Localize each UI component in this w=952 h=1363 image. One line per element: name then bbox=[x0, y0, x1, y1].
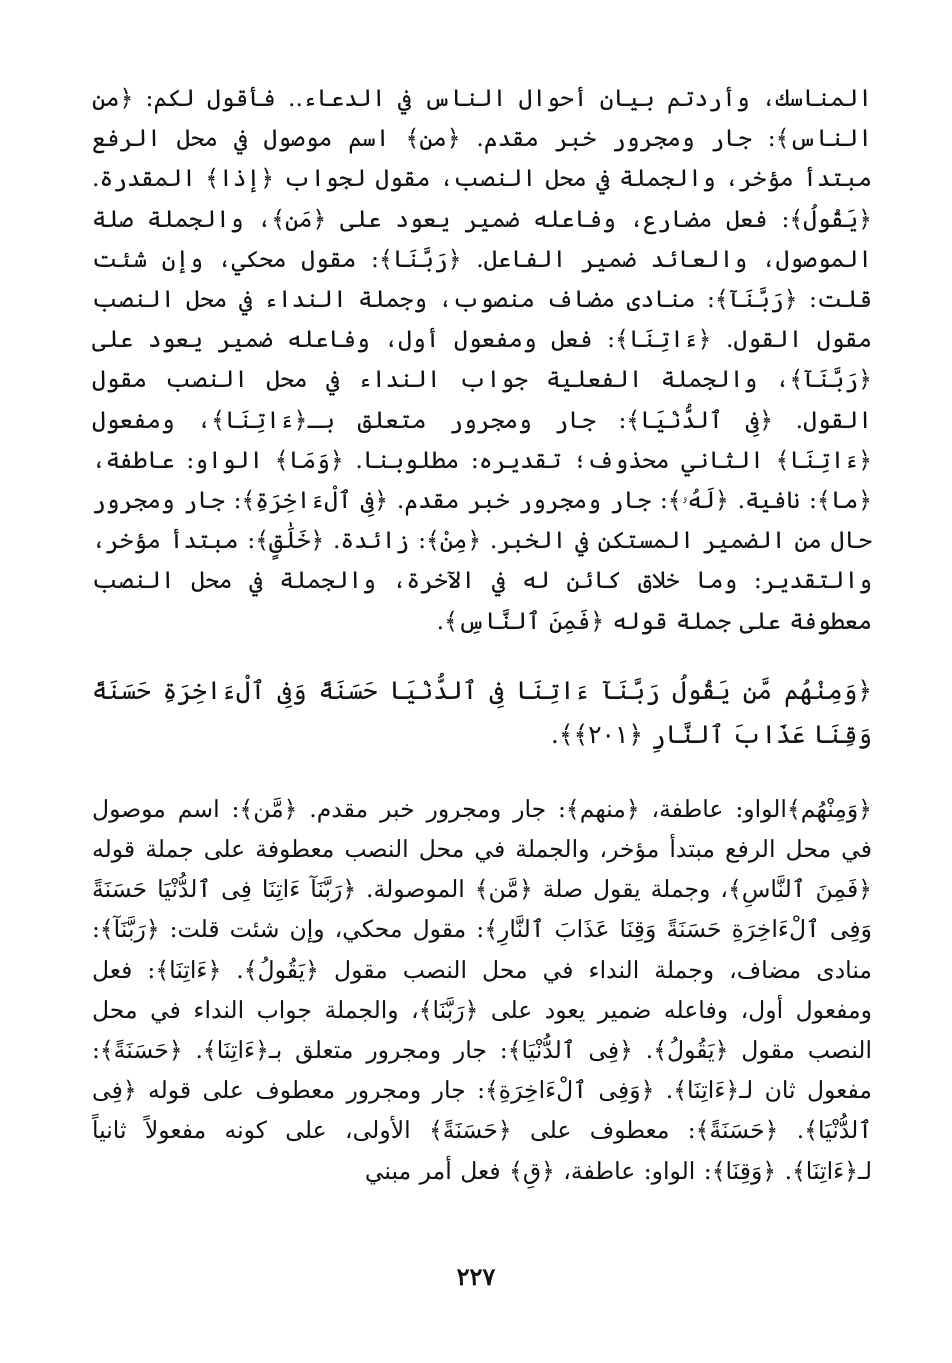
paragraph-1: المناسك، وأردتم بيان أحوال الناس في الدعاء.. فأقول لكم: ﴿من الناس﴾: جار ومجرور خبر مقدم. ﴿من﴾ اسم موصول في محل الرفع مبتدأ مؤخر، والجملة في محل النصب، مقول لجواب ﴿إذا﴾ المقدرة. ﴿يَقُولُ﴾: فعل مضارع، وفاعله ضمير يعود على ﴿مَن﴾، والجملة صلة الموصول، والعائد ضمير الفاعل. ﴿رَبَّنَا﴾: مقول محكي، وإن شئت قلت: ﴿رَبَّنَآ﴾: منادى مضاف منصوب، وجملة النداء في محل النصب مقول القول. ﴿ءَاتِنَا﴾: فعل ومفعول أول، وفاعله ضمير يعود على ﴿رَبَّنَآ﴾، والجملة الفعلية جواب النداء في محل النصب مقول القول. ﴿فِى ٱلدُّنْيَا﴾: جار ومجرور متعلق بـ﴿ءَاتِنَا﴾، ومفعول ﴿ءَاتِنَا﴾ الثاني محذوف؛ تقديره: مطلوبنا. ﴿وَمَا﴾ الواو: عاطفة، ﴿ما﴾: نافية. ﴿لَهُۥ﴾: جار ومجرور خبر مقدم. ﴿فِى ٱلْءَاخِرَةِ﴾: جار ومجرور حال من الضمير المستكن في الخبر. ﴿مِنْ﴾: زائدة. ﴿خَلَٰقٍ﴾: مبتدأ مؤخر، والتقدير: وما خلاق كائن له في الآخرة، والجملة في محل النصب معطوفة على جملة قوله ﴿فَمِنَ ٱلنَّاسِ﴾. bbox=[92, 84, 872, 635]
paragraph-2: ﴿وَمِنْهُم﴾الواو: عاطفة، ﴿منهم﴾: جار ومجرور خبر مقدم. ﴿مَّن﴾: اسم موصول في محل الرفع مبتدأ مؤخر، والجملة في محل النصب معطوفة على جملة قوله ﴿فَمِنَ ٱلنَّاسِ﴾، وجملة يقول صلة ﴿مَّن﴾ الموصولة. ﴿رَبَّنَآ ءَاتِنَا فِى ٱلدُّنْيَا حَسَنَةً وَفِى ٱلْءَاخِرَةِ حَسَنَةً وَقِنَا عَذَابَ ٱلنَّارِ﴾: مقول محكي، وإن شئت قلت: ﴿رَبَّنَآ﴾: منادى مضاف، وجملة النداء في محل النصب مقول ﴿يَقُولُ﴾. ﴿ءَاتِنَا﴾: فعل ومفعول أول، وفاعله ضمير يعود على ﴿رَبَّنَا﴾، والجملة جواب النداء في محل النصب مقول ﴿يَقُولُ﴾. ﴿فِى ٱلدُّنْيَا﴾: جار ومجرور متعلق بـ﴿ءَاتِنَا﴾. ﴿حَسَنَةً﴾: مفعول ثان لـ﴿ءَاتِنَا﴾. ﴿وَفِى ٱلْءَاخِرَةِ﴾: جار ومجرور معطوف على قوله ﴿فِى ٱلدُّنْيَا﴾. ﴿حَسَنَةً﴾: معطوف على ﴿حَسَنَةً﴾ الأولى، على كونه مفعولاً ثانياً لـ﴿ءَاتِنَا﴾. ﴿وَقِنَا﴾: الواو: عاطفة، ﴿قِ﴾ فعل أمر مبني bbox=[92, 794, 872, 1185]
page-number: ٢٢٧ bbox=[456, 1262, 496, 1291]
page-body bbox=[92, 78, 872, 1191]
quran-verse: ﴿وَمِنْهُم مَّن يَقُولُ رَبَّنَآ ءَاتِنَا فِى ٱلدُّنْيَا حَسَنَةً وَفِى ٱلْءَاخِرَةِ حَسَنَةً وَقِنَا عَذَابَ ٱلنَّارِ ﴿٢٠١﴾﴾. bbox=[92, 675, 872, 749]
